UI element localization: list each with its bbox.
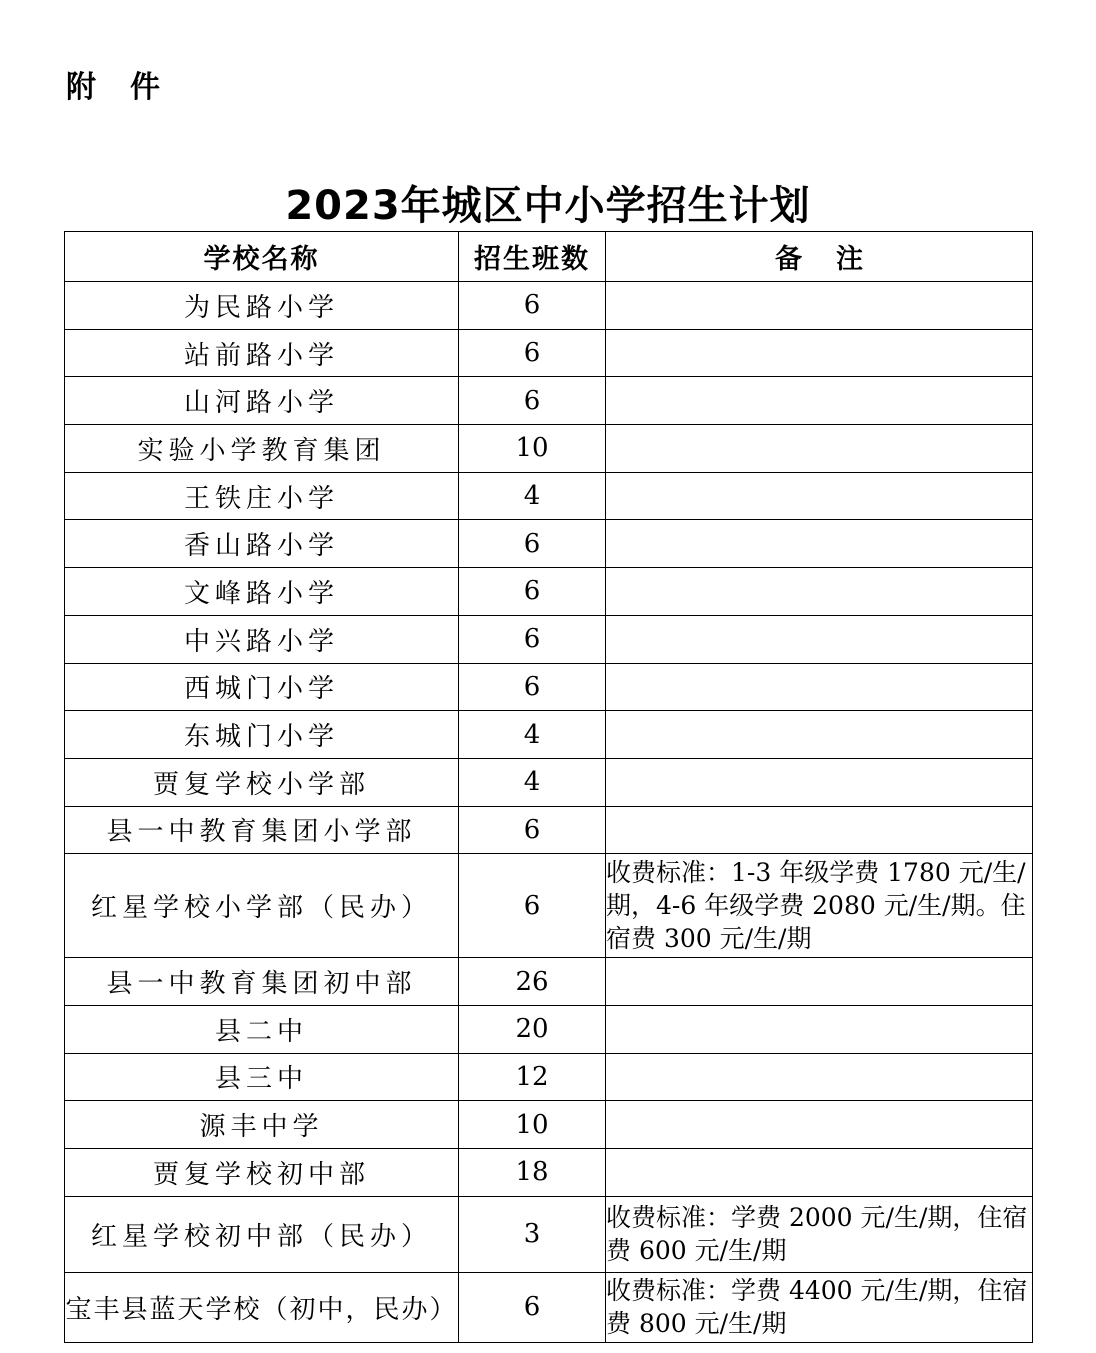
page-title: 2023年城区中小学招生计划	[285, 183, 811, 229]
table-row	[65, 711, 1033, 759]
class-count-cell: 6	[459, 854, 606, 958]
class-count-cell: 4	[459, 758, 606, 806]
school-name-cell: 香山路小学	[65, 520, 459, 568]
table-row	[65, 758, 1033, 806]
school-name-cell: 文峰路小学	[65, 568, 459, 616]
table-row	[65, 472, 1033, 520]
table-row	[65, 806, 1033, 854]
remarks-cell: 收费标准：学费 2000 元/生/期，住宿费 600 元/生/期	[606, 1196, 1033, 1272]
header-school-name: 学校名称	[65, 232, 459, 282]
school-name-cell: 为民路小学	[65, 282, 459, 330]
remarks-cell	[606, 806, 1033, 854]
school-name-cell: 中兴路小学	[65, 615, 459, 663]
remarks-cell	[606, 377, 1033, 425]
table-row	[65, 377, 1033, 425]
enrollment-table	[64, 231, 1033, 1343]
remarks-cell: 收费标准：学费 4400 元/生/期，住宿费 800 元/生/期	[606, 1272, 1033, 1342]
table-row	[65, 568, 1033, 616]
remarks-cell	[606, 758, 1033, 806]
class-count-cell: 20	[459, 1005, 606, 1053]
table-header-row	[65, 232, 1033, 282]
remarks-cell	[606, 711, 1033, 759]
table-row	[65, 1149, 1033, 1197]
class-count-cell: 6	[459, 663, 606, 711]
remarks-cell	[606, 663, 1033, 711]
table-row	[65, 329, 1033, 377]
remarks-cell	[606, 568, 1033, 616]
school-name-cell: 红星学校初中部（民办）	[65, 1196, 459, 1272]
table-row	[65, 425, 1033, 473]
class-count-cell: 12	[459, 1053, 606, 1101]
school-name-cell: 县一中教育集团初中部	[65, 958, 459, 1006]
school-name-cell: 县二中	[65, 1005, 459, 1053]
school-name-cell: 贾复学校初中部	[65, 1149, 459, 1197]
table-row	[65, 1196, 1033, 1272]
school-name-cell: 站前路小学	[65, 329, 459, 377]
school-name-cell: 东城门小学	[65, 711, 459, 759]
table-row	[65, 1005, 1033, 1053]
class-count-cell: 4	[459, 711, 606, 759]
school-name-cell: 宝丰县蓝天学校（初中，民办）	[65, 1272, 459, 1342]
remarks-cell	[606, 1149, 1033, 1197]
school-name-cell: 县三中	[65, 1053, 459, 1101]
school-name-cell: 西城门小学	[65, 663, 459, 711]
class-count-cell: 18	[459, 1149, 606, 1197]
header-remarks: 备注	[606, 232, 1033, 282]
remarks-cell	[606, 1005, 1033, 1053]
class-count-cell: 10	[459, 425, 606, 473]
school-name-cell: 山河路小学	[65, 377, 459, 425]
class-count-cell: 3	[459, 1196, 606, 1272]
school-name-cell: 实验小学教育集团	[65, 425, 459, 473]
table-row	[65, 282, 1033, 330]
class-count-cell: 6	[459, 1272, 606, 1342]
school-name-cell: 贾复学校小学部	[65, 758, 459, 806]
class-count-cell: 6	[459, 568, 606, 616]
class-count-cell: 6	[459, 615, 606, 663]
school-name-cell: 源丰中学	[65, 1101, 459, 1149]
table-row	[65, 1101, 1033, 1149]
attachment-label: 附 件	[66, 70, 162, 105]
remarks-cell	[606, 472, 1033, 520]
header-class-count: 招生班数	[459, 232, 606, 282]
class-count-cell: 6	[459, 377, 606, 425]
class-count-cell: 6	[459, 329, 606, 377]
class-count-cell: 6	[459, 806, 606, 854]
class-count-cell: 6	[459, 520, 606, 568]
class-count-cell: 26	[459, 958, 606, 1006]
class-count-cell: 6	[459, 282, 606, 330]
table-row	[65, 520, 1033, 568]
class-count-cell: 4	[459, 472, 606, 520]
remarks-cell	[606, 1101, 1033, 1149]
table-row	[65, 958, 1033, 1006]
remarks-cell	[606, 425, 1033, 473]
school-name-cell: 王铁庄小学	[65, 472, 459, 520]
remarks-cell	[606, 520, 1033, 568]
table-row	[65, 854, 1033, 958]
remarks-cell	[606, 329, 1033, 377]
remarks-cell	[606, 1053, 1033, 1101]
school-name-cell: 县一中教育集团小学部	[65, 806, 459, 854]
remarks-cell	[606, 615, 1033, 663]
class-count-cell: 10	[459, 1101, 606, 1149]
table-row	[65, 1053, 1033, 1101]
table-row	[65, 663, 1033, 711]
table-row	[65, 615, 1033, 663]
remarks-cell: 收费标准：1-3 年级学费 1780 元/生/期，4-6 年级学费 2080 元/生/期。住宿费 300 元/生/期	[606, 854, 1033, 958]
remarks-cell	[606, 282, 1033, 330]
school-name-cell: 红星学校小学部（民办）	[65, 854, 459, 958]
remarks-cell	[606, 958, 1033, 1006]
table-row	[65, 1272, 1033, 1342]
